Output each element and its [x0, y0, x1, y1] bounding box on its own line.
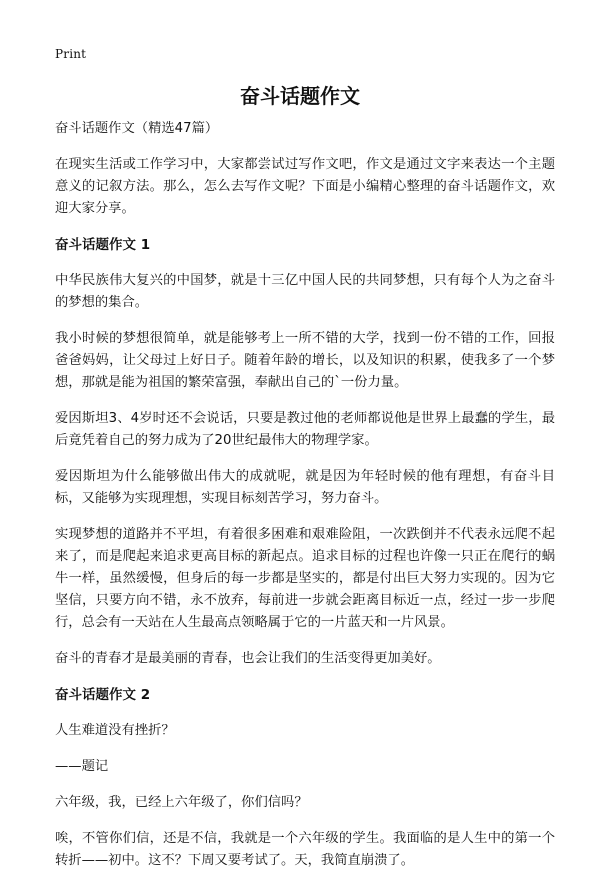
paragraph: 实现梦想的道路并不平坦，有着很多困难和艰难险阻，一次跌倒并不代表永远爬不起来了，而是爬起来追求更高目标的新起点。追求目标的过程也许像一只正在爬行的蜗牛一样，虽然缓慢，但身后的每一步都是坚实的，都是付出巨大努力实现的。因为它坚信，只要方向不错，永不放弃，每前进一步就会距离目标近一点，经过一步一步爬行，总会有一天站在人生最高点领略属于它的一片蓝天和一片风景。: [55, 527, 555, 630]
section-heading: 奋斗话题作文 2: [55, 687, 151, 703]
paragraph: 爱因斯坦为什么能够做出伟大的成就呢，就是因为年轻时候的他有理想，有奋斗目标，又能够为实现理想，实现目标刻苦学习，努力奋斗。: [55, 469, 555, 506]
paragraph: 唉，不管你们信，还是不信，我就是一个六年级的学生。我面临的是人生中的第一个转折——初中。这不？下周又要考试了。天，我简直崩溃了。: [55, 831, 555, 868]
paragraph: ——题记: [55, 759, 109, 774]
intro-paragraph: 在现实生活或工作学习中，大家都尝试过写作文吧，作文是通过文字来表达一个主题意义的记叙方法。那么，怎么去写作文呢？下面是小编精心整理的奋斗话题作文，欢迎大家分享。: [55, 157, 555, 216]
document-subtitle: 奋斗话题作文（精选47篇）: [55, 121, 219, 136]
paragraph: 人生难道没有挫折？: [55, 723, 175, 738]
paragraph: 六年级，我，已经上六年级了，你们信吗？: [55, 795, 308, 810]
essay-section-1: [55, 234, 555, 670]
print-label: Print: [55, 47, 87, 61]
paragraph: 中华民族伟大复兴的中国梦，就是十三亿中国人民的共同梦想，只有每个人为之奋斗的梦想的集合。: [55, 273, 555, 310]
section-heading: 奋斗话题作文 1: [55, 237, 151, 253]
paragraph: 我小时候的梦想很简单，就是能够考上一所不错的大学，找到一份不错的工作，回报爸爸妈妈，让父母过上好日子。随着年龄的增长，以及知识的积累，使我多了一个梦想，那就是能为祖国的繁荣富强，奉献出自己的`一份力量。: [55, 331, 555, 390]
paragraph: 奋斗的青春才是最美丽的青春，也会让我们的生活变得更加美好。: [55, 651, 441, 666]
document-body: [55, 118, 555, 886]
document-title: 奋斗话题作文: [240, 84, 360, 108]
paragraph: 爱因斯坦3、4岁时还不会说话，只要是教过他的老师都说他是世界上最蠢的学生，最后竟凭着自己的努力成为了20世纪最伟大的物理学家。: [55, 411, 555, 448]
essay-section-2: [55, 684, 555, 872]
